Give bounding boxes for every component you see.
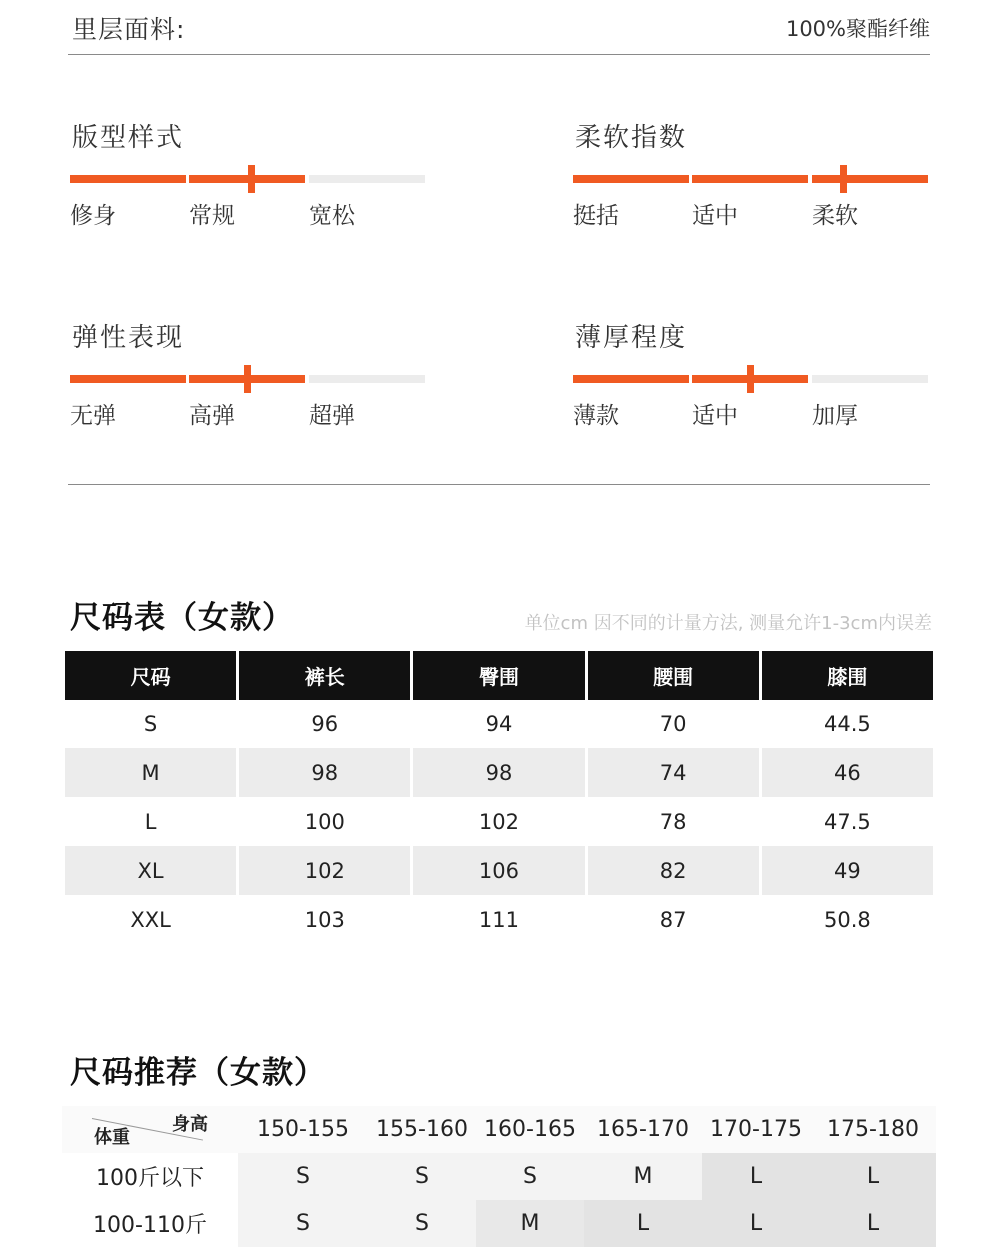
height-header: 155-160 xyxy=(368,1106,476,1153)
table-cell: 47.5 xyxy=(823,809,871,834)
table-cell: 49 xyxy=(762,846,933,895)
weight-label: 100斤以下 xyxy=(62,1153,238,1200)
table-cell: 94 xyxy=(485,712,513,736)
attr-title: 薄厚程度 xyxy=(575,323,688,353)
size-cell: L xyxy=(584,1200,702,1247)
corner-height-label: 身高 xyxy=(172,1114,208,1135)
table-cell: XL xyxy=(65,846,236,895)
size-table-note: 单位cm 因不同的计量方法, 测量允许1-3cm内误差 xyxy=(524,613,932,634)
attr-elasticity xyxy=(70,317,426,437)
size-recommend-table xyxy=(62,1106,936,1247)
height-header: 160-165 xyxy=(476,1106,584,1153)
column-header: 裤长 xyxy=(239,651,410,700)
scale-marker xyxy=(248,165,255,193)
table-row xyxy=(65,797,933,846)
table-cell: 100 xyxy=(304,809,345,834)
scale-tick: 宽松 xyxy=(309,203,355,229)
size-cell: L xyxy=(810,1200,936,1247)
divider-middle xyxy=(68,484,930,485)
scale-marker xyxy=(747,365,754,393)
attr-title: 版型样式 xyxy=(72,123,185,153)
scale-segment-1 xyxy=(573,175,689,183)
table-cell: 103 xyxy=(304,907,345,932)
table-row xyxy=(62,1200,936,1247)
scale-tick: 柔软 xyxy=(812,203,858,229)
scale-tick: 修身 xyxy=(70,203,116,229)
column-header: 尺码 xyxy=(65,651,236,700)
scale-segment-2 xyxy=(189,175,305,183)
height-header: 170-175 xyxy=(702,1106,810,1153)
table-cell: XXL xyxy=(130,907,171,932)
scale-tick: 超弹 xyxy=(309,403,355,429)
attr-thickness xyxy=(573,317,929,437)
corner-weight-label: 体重 xyxy=(94,1127,130,1148)
height-header: 165-170 xyxy=(584,1106,702,1153)
table-cell: 70 xyxy=(659,712,687,736)
table-row xyxy=(62,1153,936,1200)
scale-segment-2 xyxy=(692,175,808,183)
table-cell: 102 xyxy=(478,809,520,834)
table-cell: 96 xyxy=(311,712,339,736)
table-cell: 106 xyxy=(413,846,584,895)
scale-segment-3 xyxy=(812,375,928,383)
table-cell: 46 xyxy=(762,748,933,797)
table-header-row xyxy=(62,1106,936,1153)
table-cell: 87 xyxy=(659,907,687,932)
attr-fit-style xyxy=(70,117,426,237)
column-header: 腰围 xyxy=(588,651,759,700)
scale-tick: 加厚 xyxy=(812,403,858,429)
size-table-title: 尺码表（女款） xyxy=(70,600,294,636)
scale-tick: 无弹 xyxy=(70,403,116,429)
table-cell: 102 xyxy=(239,846,410,895)
size-cell: M xyxy=(584,1153,702,1200)
recommend-title: 尺码推荐（女款） xyxy=(70,1055,326,1091)
corner-cell xyxy=(62,1106,238,1153)
table-cell: M xyxy=(65,748,236,797)
scale-segment-1 xyxy=(70,175,186,183)
table-cell: S xyxy=(143,712,158,736)
height-header: 175-180 xyxy=(810,1106,936,1153)
attr-title: 弹性表现 xyxy=(72,323,185,353)
scale-tick: 高弹 xyxy=(189,403,235,429)
scale-segment-3 xyxy=(309,375,425,383)
size-cell: L xyxy=(702,1153,810,1200)
scale-segment-1 xyxy=(70,375,186,383)
scale-marker xyxy=(244,365,251,393)
size-cell: L xyxy=(810,1153,936,1200)
size-cell: S xyxy=(238,1200,368,1247)
table-cell: L xyxy=(144,809,157,834)
table-row xyxy=(65,846,933,895)
scale-segment-1 xyxy=(573,375,689,383)
table-header-row xyxy=(65,651,933,700)
attr-title: 柔软指数 xyxy=(575,123,688,153)
scale-segment-3 xyxy=(309,175,425,183)
column-header: 臀围 xyxy=(413,651,584,700)
lining-value: 100%聚酯纤维 xyxy=(785,17,930,41)
height-header: 150-155 xyxy=(238,1106,368,1153)
scale-marker xyxy=(840,165,847,193)
size-cell: L xyxy=(702,1200,810,1247)
attr-softness xyxy=(573,117,929,237)
scale-tick: 常规 xyxy=(189,203,235,229)
table-cell: 78 xyxy=(659,809,687,834)
table-cell: 82 xyxy=(588,846,759,895)
table-cell: 98 xyxy=(413,748,584,797)
size-cell: S xyxy=(368,1200,476,1247)
table-row xyxy=(65,895,933,944)
lining-label: 里层面料: xyxy=(72,15,186,44)
size-table xyxy=(62,651,936,944)
table-row xyxy=(65,748,933,797)
table-cell: 98 xyxy=(239,748,410,797)
scale-segment-3 xyxy=(812,175,928,183)
scale-tick: 挺括 xyxy=(573,203,619,229)
size-cell: M xyxy=(476,1200,584,1247)
table-cell: 44.5 xyxy=(823,712,871,736)
scale-tick: 适中 xyxy=(692,403,738,429)
size-cell: S xyxy=(368,1153,476,1200)
table-cell: 74 xyxy=(588,748,759,797)
table-row xyxy=(65,700,933,748)
table-cell: 111 xyxy=(478,907,520,932)
column-header: 膝围 xyxy=(762,651,933,700)
size-cell: S xyxy=(238,1153,368,1200)
size-cell: S xyxy=(476,1153,584,1200)
table-cell: 50.8 xyxy=(823,907,871,932)
weight-label: 100-110斤 xyxy=(62,1200,238,1247)
divider-top xyxy=(68,54,930,55)
scale-tick: 适中 xyxy=(692,203,738,229)
scale-tick: 薄款 xyxy=(573,403,619,429)
